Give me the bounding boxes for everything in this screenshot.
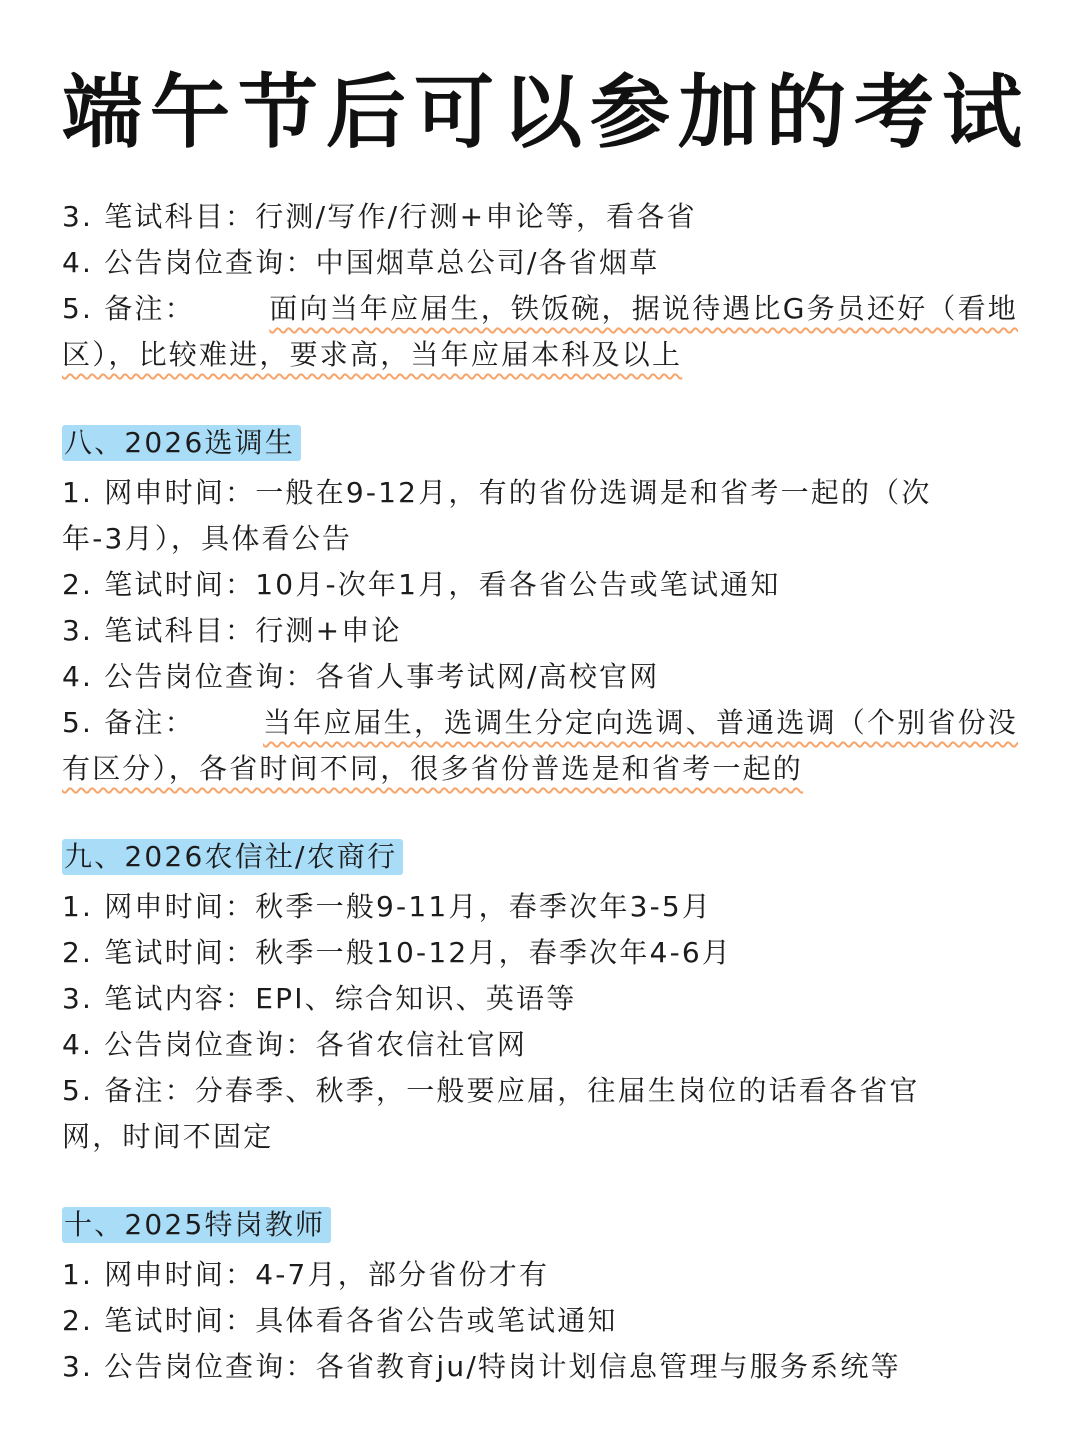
list-item: 3. 笔试科目：行测/写作/行测+申论等，看各省 [62, 200, 697, 233]
section-heading [62, 424, 1018, 470]
list-item-continued: 网，时间不固定 [62, 1120, 274, 1153]
list-item-text: 1. 网申时间：一般在9-12月，有的省份选调是和省考一起的（次 [62, 476, 932, 509]
list-item: 2. 笔试时间：具体看各省公告或笔试通知 [62, 1304, 618, 1337]
list-item: 2. 笔试时间：10月-次年1月，看各省公告或笔试通知 [62, 568, 781, 601]
list-item: 4. 公告岗位查询：各省人事考试网/高校官网 [62, 660, 660, 693]
section-heading-label: 八、2026选调生 [62, 425, 301, 461]
note-item-continued [62, 332, 1018, 378]
note-text-highlight: 区），比较难进，要求高，当年应届本科及以上 [62, 338, 683, 371]
note-label: 5. 备注： [62, 706, 195, 739]
list-item-continued: 年-3月），具体看公告 [62, 522, 353, 555]
list-item: 3. 笔试科目：行测+申论 [62, 614, 402, 647]
note-item [62, 286, 1018, 332]
list-item: 1. 网申时间：4-7月，部分省份才有 [62, 1258, 550, 1291]
note-label: 5. 备注： [62, 292, 195, 325]
content-body [62, 194, 1018, 1390]
section-heading [62, 838, 1018, 884]
note-text-highlight: 当年应届生，选调生分定向选调、普通选调（个别省份没 [262, 706, 1018, 739]
list-item: 1. 网申时间：秋季一般9-11月，春季次年3-5月 [62, 890, 713, 923]
section-heading-label: 九、2026农信社/农商行 [62, 839, 403, 875]
list-item: 2. 笔试时间：秋季一般10-12月，春季次年4-6月 [62, 936, 733, 969]
note-item [62, 700, 1018, 746]
note-item-continued [62, 746, 1018, 792]
list-item: 3. 笔试内容：EPI、综合知识、英语等 [62, 982, 577, 1015]
section-heading [62, 1206, 1018, 1252]
page-title: 端午节后可以参加的考试 [62, 66, 1030, 159]
list-item: 3. 公告岗位查询：各省教育ju/特岗计划信息管理与服务系统等 [62, 1350, 901, 1383]
note-text-highlight: 有区分），各省时间不同，很多省份普选是和省考一起的 [62, 752, 804, 785]
note-text-highlight: 面向当年应届生，铁饭碗，据说待遇比G务员还好（看地 [269, 292, 1018, 325]
section-heading-label: 十、2025特岗教师 [62, 1207, 331, 1243]
list-item: 4. 公告岗位查询：各省农信社官网 [62, 1028, 528, 1061]
list-item [62, 1068, 1018, 1114]
list-item-text: 5. 备注：分春季、秋季，一般要应届，往届生岗位的话看各省官 [62, 1074, 920, 1107]
list-item [62, 470, 1018, 516]
list-item: 4. 公告岗位查询：中国烟草总公司/各省烟草 [62, 246, 660, 279]
